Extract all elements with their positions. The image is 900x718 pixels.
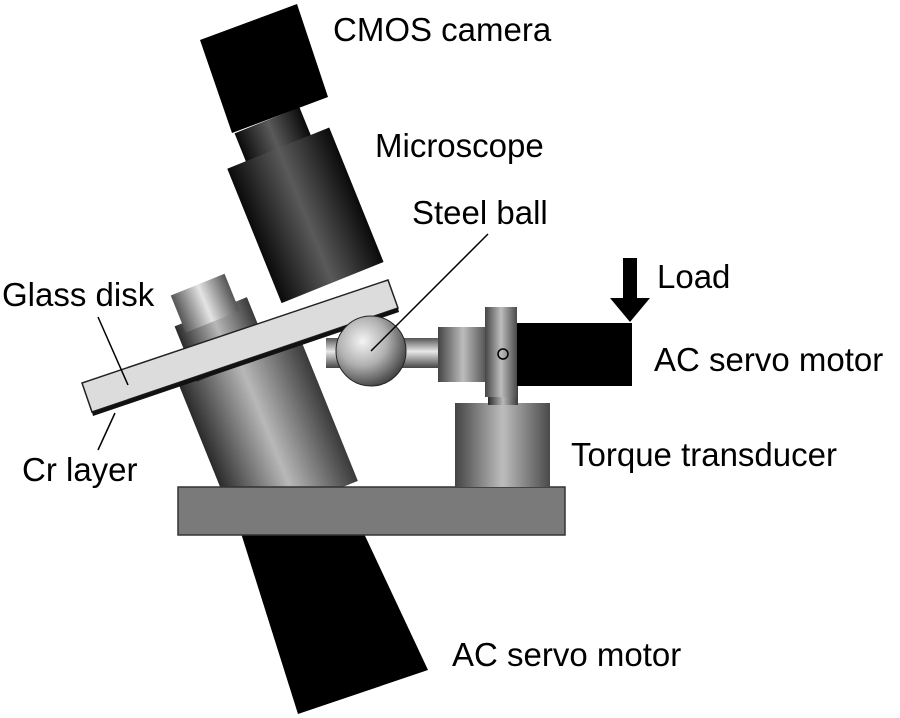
load-arrow-icon <box>610 258 650 322</box>
cr-layer-leader <box>98 413 115 450</box>
torque-transducer-label: Torque transducer <box>571 436 837 473</box>
steel-ball-label: Steel ball <box>412 194 548 231</box>
microscope-label: Microscope <box>375 127 544 164</box>
bottom-ac-servo-motor <box>240 508 428 714</box>
right-ac-servo-motor <box>517 323 632 386</box>
cmos-camera-label: CMOS camera <box>333 11 552 48</box>
load-label: Load <box>657 258 731 295</box>
pivot-block <box>485 307 517 397</box>
ac-servo-motor-bottom-label: AC servo motor <box>452 636 682 673</box>
torque-transducer <box>455 403 550 487</box>
glass-disk-label: Glass disk <box>2 276 155 313</box>
cmos-camera <box>200 4 328 133</box>
microscope <box>216 100 384 303</box>
cr-layer-label: Cr layer <box>22 451 138 488</box>
ac-servo-motor-right-label: AC servo motor <box>654 341 884 378</box>
base-plate <box>178 487 565 535</box>
arm-block <box>438 327 488 382</box>
